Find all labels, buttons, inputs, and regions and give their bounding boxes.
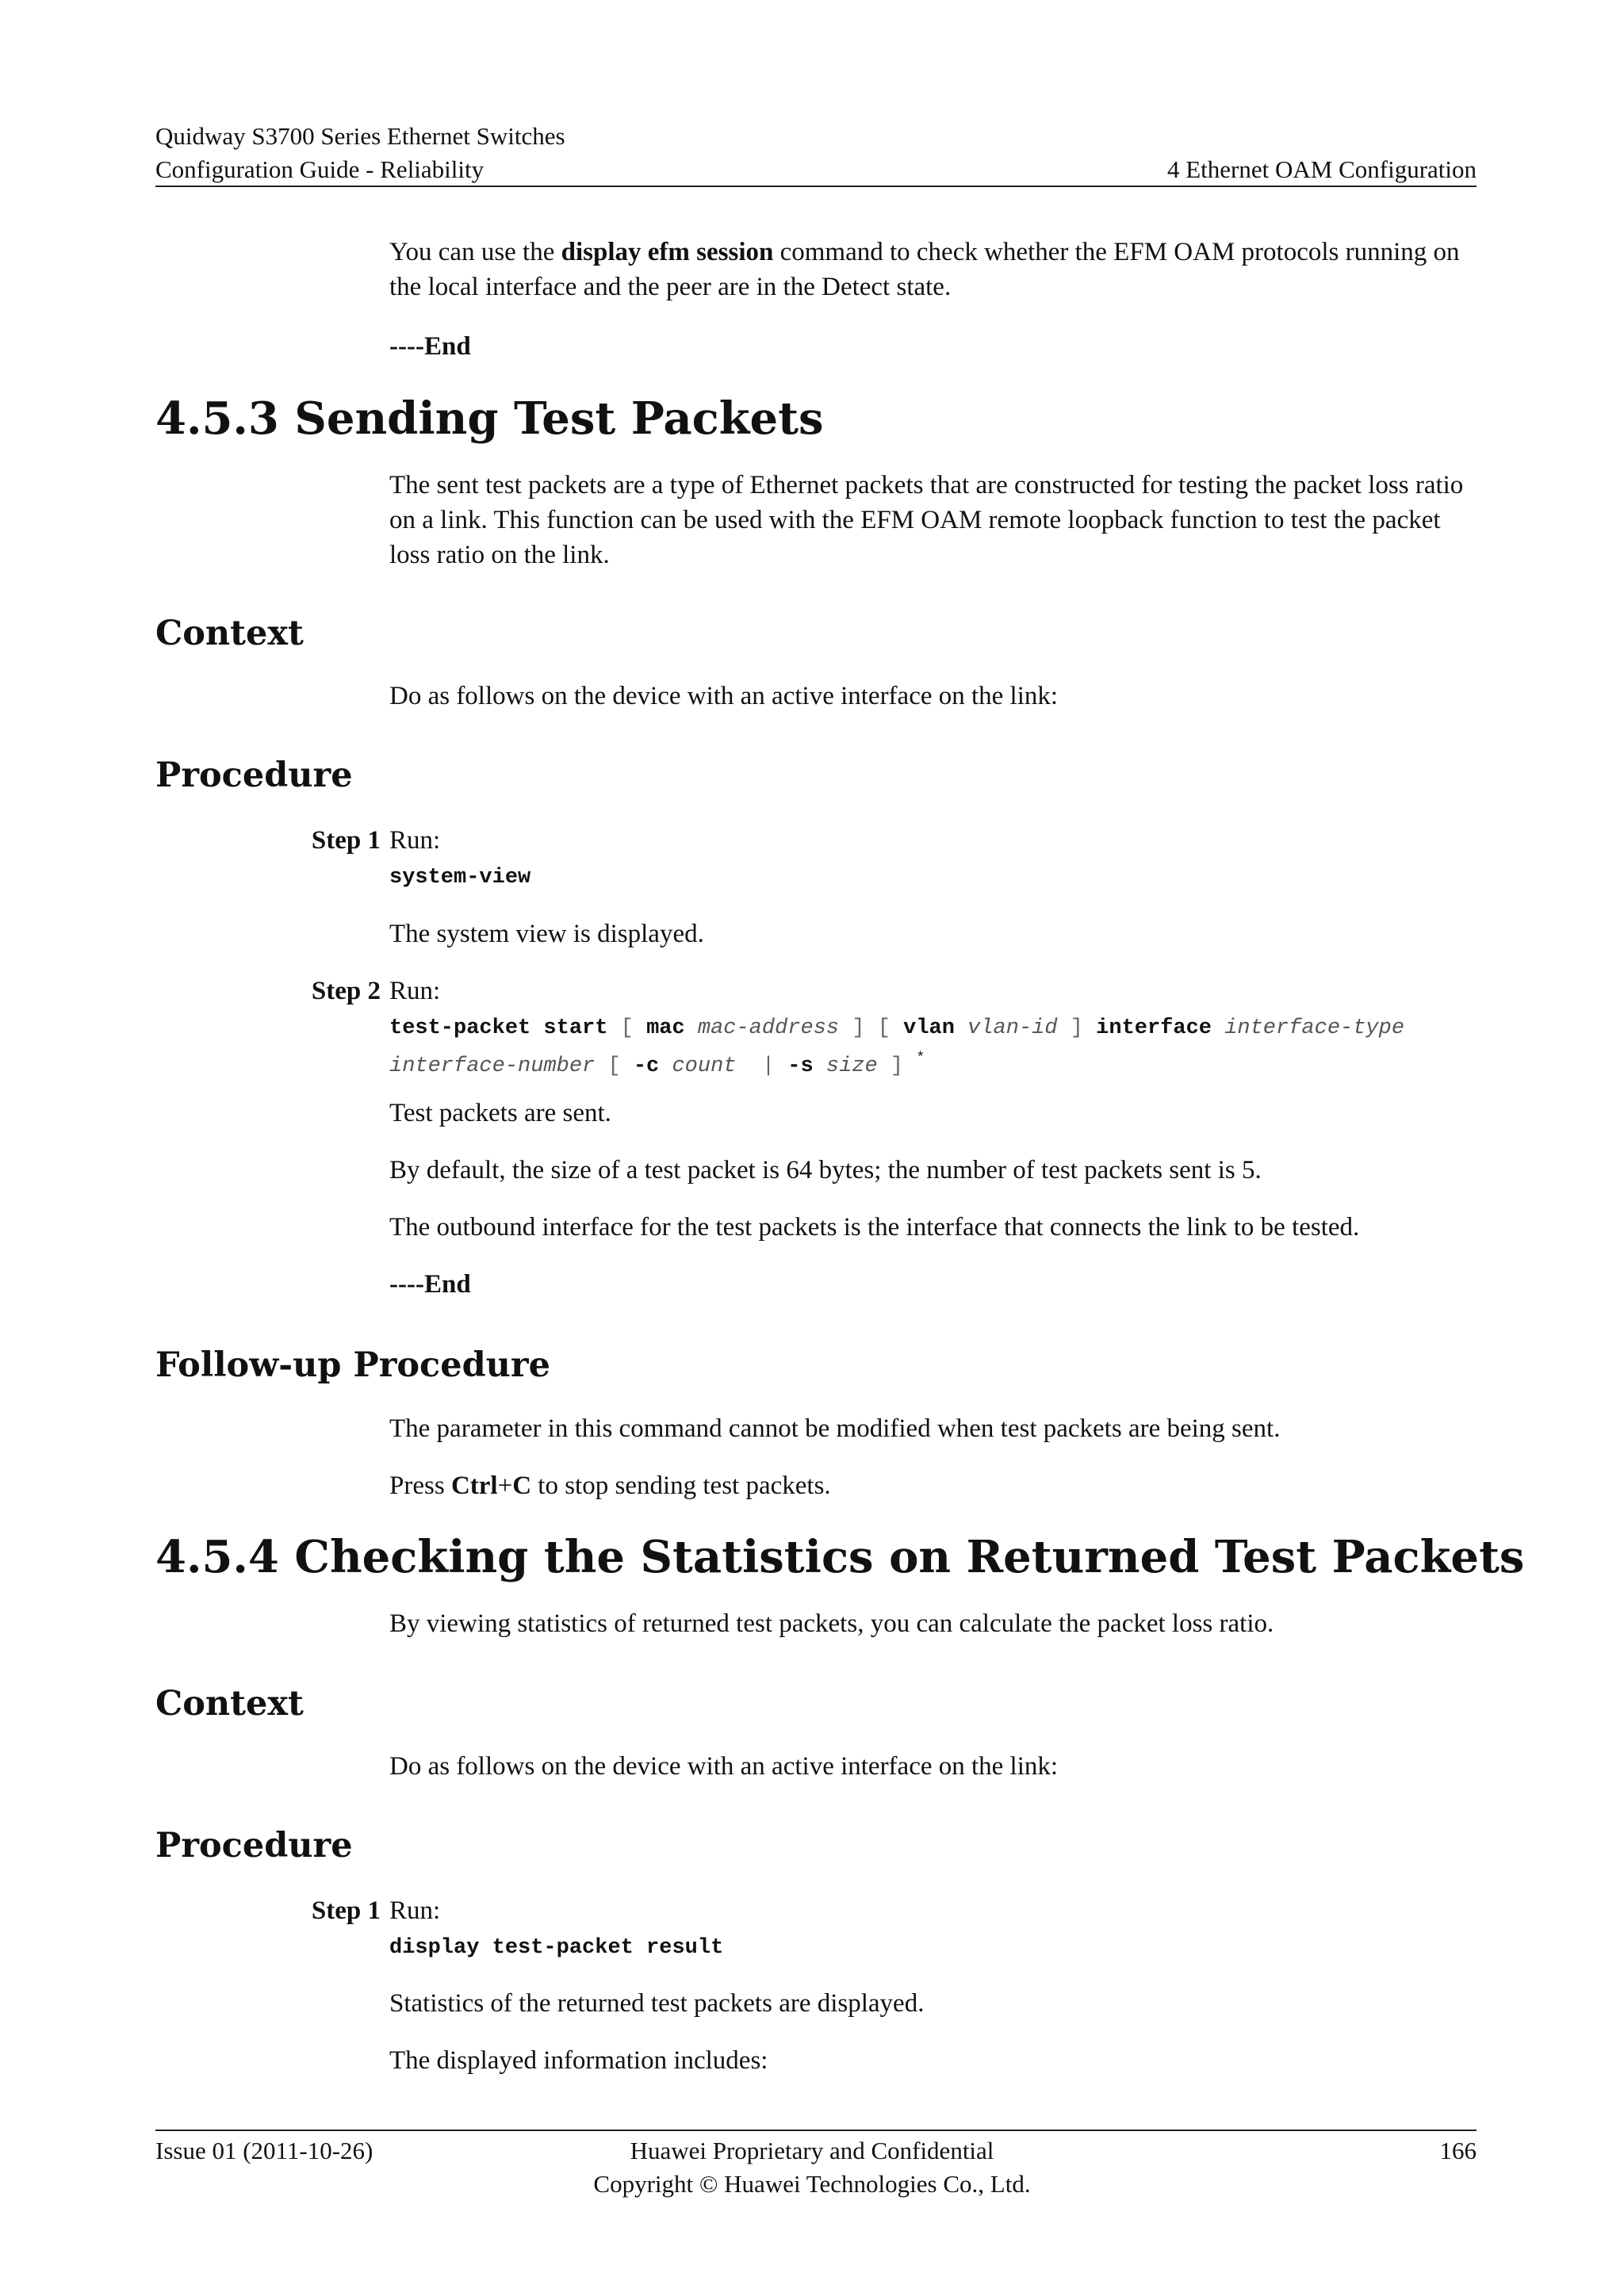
section-454-description: By viewing statistics of returned test packets, you can calculate the packet loss ratio. xyxy=(389,1609,1274,1638)
page-number: 166 xyxy=(1439,2137,1477,2164)
cmd-bracket: [ xyxy=(607,1054,621,1078)
end-mark: ----End xyxy=(389,332,471,361)
step-label: Step 1 xyxy=(311,826,381,855)
step-label: Step 1 xyxy=(311,1896,381,1925)
command-test-packet-start-line2 xyxy=(389,1043,925,1081)
footer-rule xyxy=(155,2130,1477,2131)
cmd-parameter: size xyxy=(825,1054,878,1078)
intro-text-after: command to check whether the EFM OAM protocols running on the local interface and the peer are in the Detect state. xyxy=(389,238,1460,301)
step-run-label: Run: xyxy=(389,826,441,855)
issue-date: Issue 01 (2011-10-26) xyxy=(155,2137,373,2164)
command-system-view: system-view xyxy=(389,866,531,890)
step-note-outbound: The outbound interface for the test packets is the interface that connects the link to be tested. xyxy=(389,1213,1360,1242)
confidential-notice: Huawei Proprietary and Confidential xyxy=(630,2137,994,2164)
c-key: C xyxy=(512,1471,532,1500)
step-label: Step 2 xyxy=(311,977,381,1005)
section-title-454: 4.5.4 Checking the Statistics on Returned Test Packets xyxy=(155,1531,1525,1583)
cmd-bracket: [ xyxy=(620,1016,634,1040)
cmd-keyword: -c xyxy=(633,1054,660,1078)
cmd-keyword: interface xyxy=(1096,1016,1212,1040)
cmd-bracket: ] xyxy=(852,1016,865,1040)
cmd-parameter: mac-address xyxy=(697,1016,840,1040)
key-plus: + xyxy=(497,1471,513,1500)
cmd-bracket: [ xyxy=(877,1016,891,1040)
press-label: Press xyxy=(389,1471,451,1500)
ctrl-key: Ctrl xyxy=(450,1471,498,1500)
cmd-parameter: vlan-id xyxy=(967,1016,1058,1040)
procedure-heading: Procedure xyxy=(155,1826,353,1866)
intro-command: display efm session xyxy=(561,238,774,266)
context-text: Do as follows on the device with an active interface on the link: xyxy=(389,1752,1059,1781)
command-display-test-packet-result: display test-packet result xyxy=(389,1936,724,1960)
doc-title: Quidway S3700 Series Ethernet Switches xyxy=(155,122,565,150)
cmd-bracket: ] xyxy=(1070,1016,1083,1040)
cmd-parameter: count xyxy=(672,1054,737,1078)
section-title-453: 4.5.3 Sending Test Packets xyxy=(155,392,824,445)
intro-text-before: You can use the xyxy=(389,238,561,266)
context-heading: Context xyxy=(155,614,304,653)
press-rest: to stop sending test packets. xyxy=(531,1471,831,1500)
step-result: Test packets are sent. xyxy=(389,1099,611,1127)
procedure-heading: Procedure xyxy=(155,756,353,795)
cmd-separator: | xyxy=(761,1054,776,1078)
step-note-default: By default, the size of a test packet is 64 bytes; the number of test packets sent is 5. xyxy=(389,1156,1262,1184)
cmd-parameter: interface-type xyxy=(1224,1016,1405,1040)
step-run-label: Run: xyxy=(389,1896,441,1925)
followup-text: The parameter in this command cannot be modified when test packets are being sent. xyxy=(389,1414,1281,1443)
cmd-keyword: mac xyxy=(646,1016,685,1040)
chapter-title: 4 Ethernet OAM Configuration xyxy=(1166,155,1477,183)
step-result: Statistics of the returned test packets are displayed. xyxy=(389,1989,925,2018)
followup-heading: Follow-up Procedure xyxy=(155,1345,550,1385)
cmd-parameter: interface-number xyxy=(389,1054,596,1078)
step-info: The displayed information includes: xyxy=(389,2046,768,2075)
cmd-keyword: test-packet start xyxy=(389,1016,608,1040)
cmd-bracket: ] xyxy=(890,1054,904,1078)
followup-press-text xyxy=(389,1468,1484,1503)
section-453-description: The sent test packets are a type of Ethernet packets that are constructed for testing the packet loss ratio on a link. This function can be used with the EFM OAM remote loopback function to test the packet loss ratio on the link. xyxy=(389,471,1464,569)
copyright-notice: Copyright © Huawei Technologies Co., Ltd. xyxy=(593,2170,1031,2198)
end-mark: ----End xyxy=(389,1270,471,1299)
context-text: Do as follows on the device with an active interface on the link: xyxy=(389,682,1059,710)
intro-paragraph xyxy=(389,235,1484,304)
step-result: The system view is displayed. xyxy=(389,920,704,948)
step-run-label: Run: xyxy=(389,977,441,1005)
cmd-repeat-marker: * xyxy=(916,1050,925,1066)
command-test-packet-start-line1 xyxy=(389,1013,1404,1043)
context-heading: Context xyxy=(155,1684,304,1724)
doc-subtitle: Configuration Guide - Reliability xyxy=(155,155,485,183)
cmd-keyword: vlan xyxy=(903,1016,955,1040)
cmd-keyword: -s xyxy=(787,1054,814,1078)
header-rule xyxy=(155,186,1477,187)
